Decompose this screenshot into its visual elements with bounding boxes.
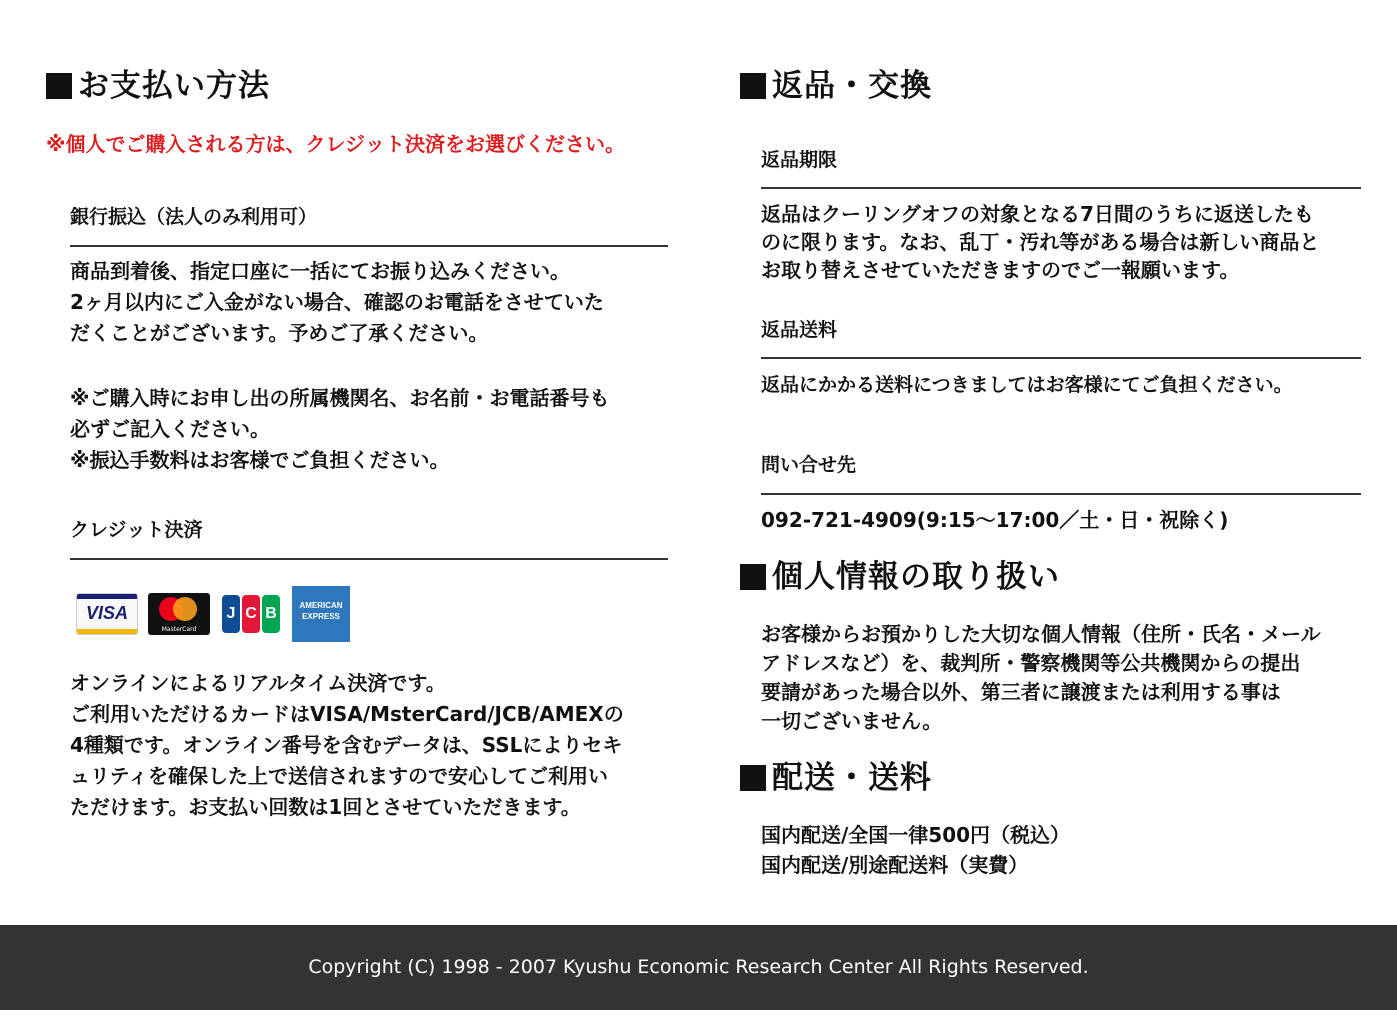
- divider: [761, 187, 1361, 189]
- card-logos: [76, 586, 350, 642]
- delivery-heading: 配送・送料: [740, 758, 932, 798]
- divider: [70, 558, 668, 560]
- contact-phone: 092-721-4909(9:15〜17:00／土・日・祝除く): [761, 508, 1229, 532]
- contact-title: 問い合せ先: [761, 454, 857, 476]
- footer: [0, 925, 1397, 1010]
- return-period-text: 返品はクーリングオフの対象となる7日間のうちに返送したも のに限ります。なお、乱丁・汚れ等がある場合は新しい商品と お取り替えさせていただきますのでご一報願います。: [761, 202, 1320, 282]
- payment-heading: お支払い方法: [46, 66, 270, 106]
- privacy-heading: 個人情報の取り扱い: [740, 557, 1060, 597]
- heading-square-icon: [740, 564, 766, 590]
- payment-notice: ※個人でご購入される方は、クレジット決済をお選びください。: [46, 132, 625, 156]
- bank-transfer-notes: ※ご購入時にお申し出の所属機関名、お名前・お電話番号も 必ずご記入ください。 ※振込手数料はお客様でご負担ください。: [70, 386, 610, 472]
- amex-logo: AMERICAN EXPRESS: [292, 586, 350, 642]
- returns-heading: 返品・交換: [740, 66, 932, 106]
- privacy-text: お客様からお預かりした大切な個人情報（住所・氏名・メール アドレスなど）を、裁判所・警察機関等公共機関からの提出 要請があった場合以外、第三者に譲渡または利用する事は 一切ございません。: [761, 622, 1321, 733]
- mastercard-logo: MasterCard: [148, 593, 210, 635]
- heading-square-icon: [46, 73, 72, 99]
- heading-square-icon: [740, 765, 766, 791]
- return-shipping-text: 返品にかかる送料につきましてはお客様にてご負担ください。: [761, 374, 1293, 396]
- divider: [70, 245, 668, 247]
- delivery-text: 国内配送/全国一律500円（税込） 国内配送/別途配送料（実費）: [761, 823, 1071, 877]
- bank-transfer-title: 銀行振込（法人のみ利用可）: [70, 206, 318, 228]
- heading-square-icon: [740, 73, 766, 99]
- jcb-logo: J C B: [220, 593, 282, 635]
- visa-logo: VISA: [76, 593, 138, 635]
- credit-text: オンラインによるリアルタイム決済です。 ご利用いただけるカードはVISA/MsterCard/JCB/AMEXの 4種類です。オンライン番号を含むデータは、SSLによりセキ ュリティを確保した上で送信されますので安心してご利用い ただけます。お支払い回数は1回とさせていただきます。: [70, 671, 624, 819]
- credit-title: クレジット決済: [70, 519, 203, 541]
- return-shipping-title: 返品送料: [761, 319, 838, 341]
- return-period-title: 返品期限: [761, 149, 838, 171]
- copyright-text: Copyright (C) 1998 - 2007 Kyushu Economic Research Center All Rights Reserved.: [308, 956, 1089, 978]
- divider: [761, 493, 1361, 495]
- divider: [761, 357, 1361, 359]
- bank-transfer-text: 商品到着後、指定口座に一括にてお振り込みください。 2ヶ月以内にご入金がない場合、確認のお電話をさせていた だくことがございます。予めご了承ください。: [70, 259, 604, 345]
